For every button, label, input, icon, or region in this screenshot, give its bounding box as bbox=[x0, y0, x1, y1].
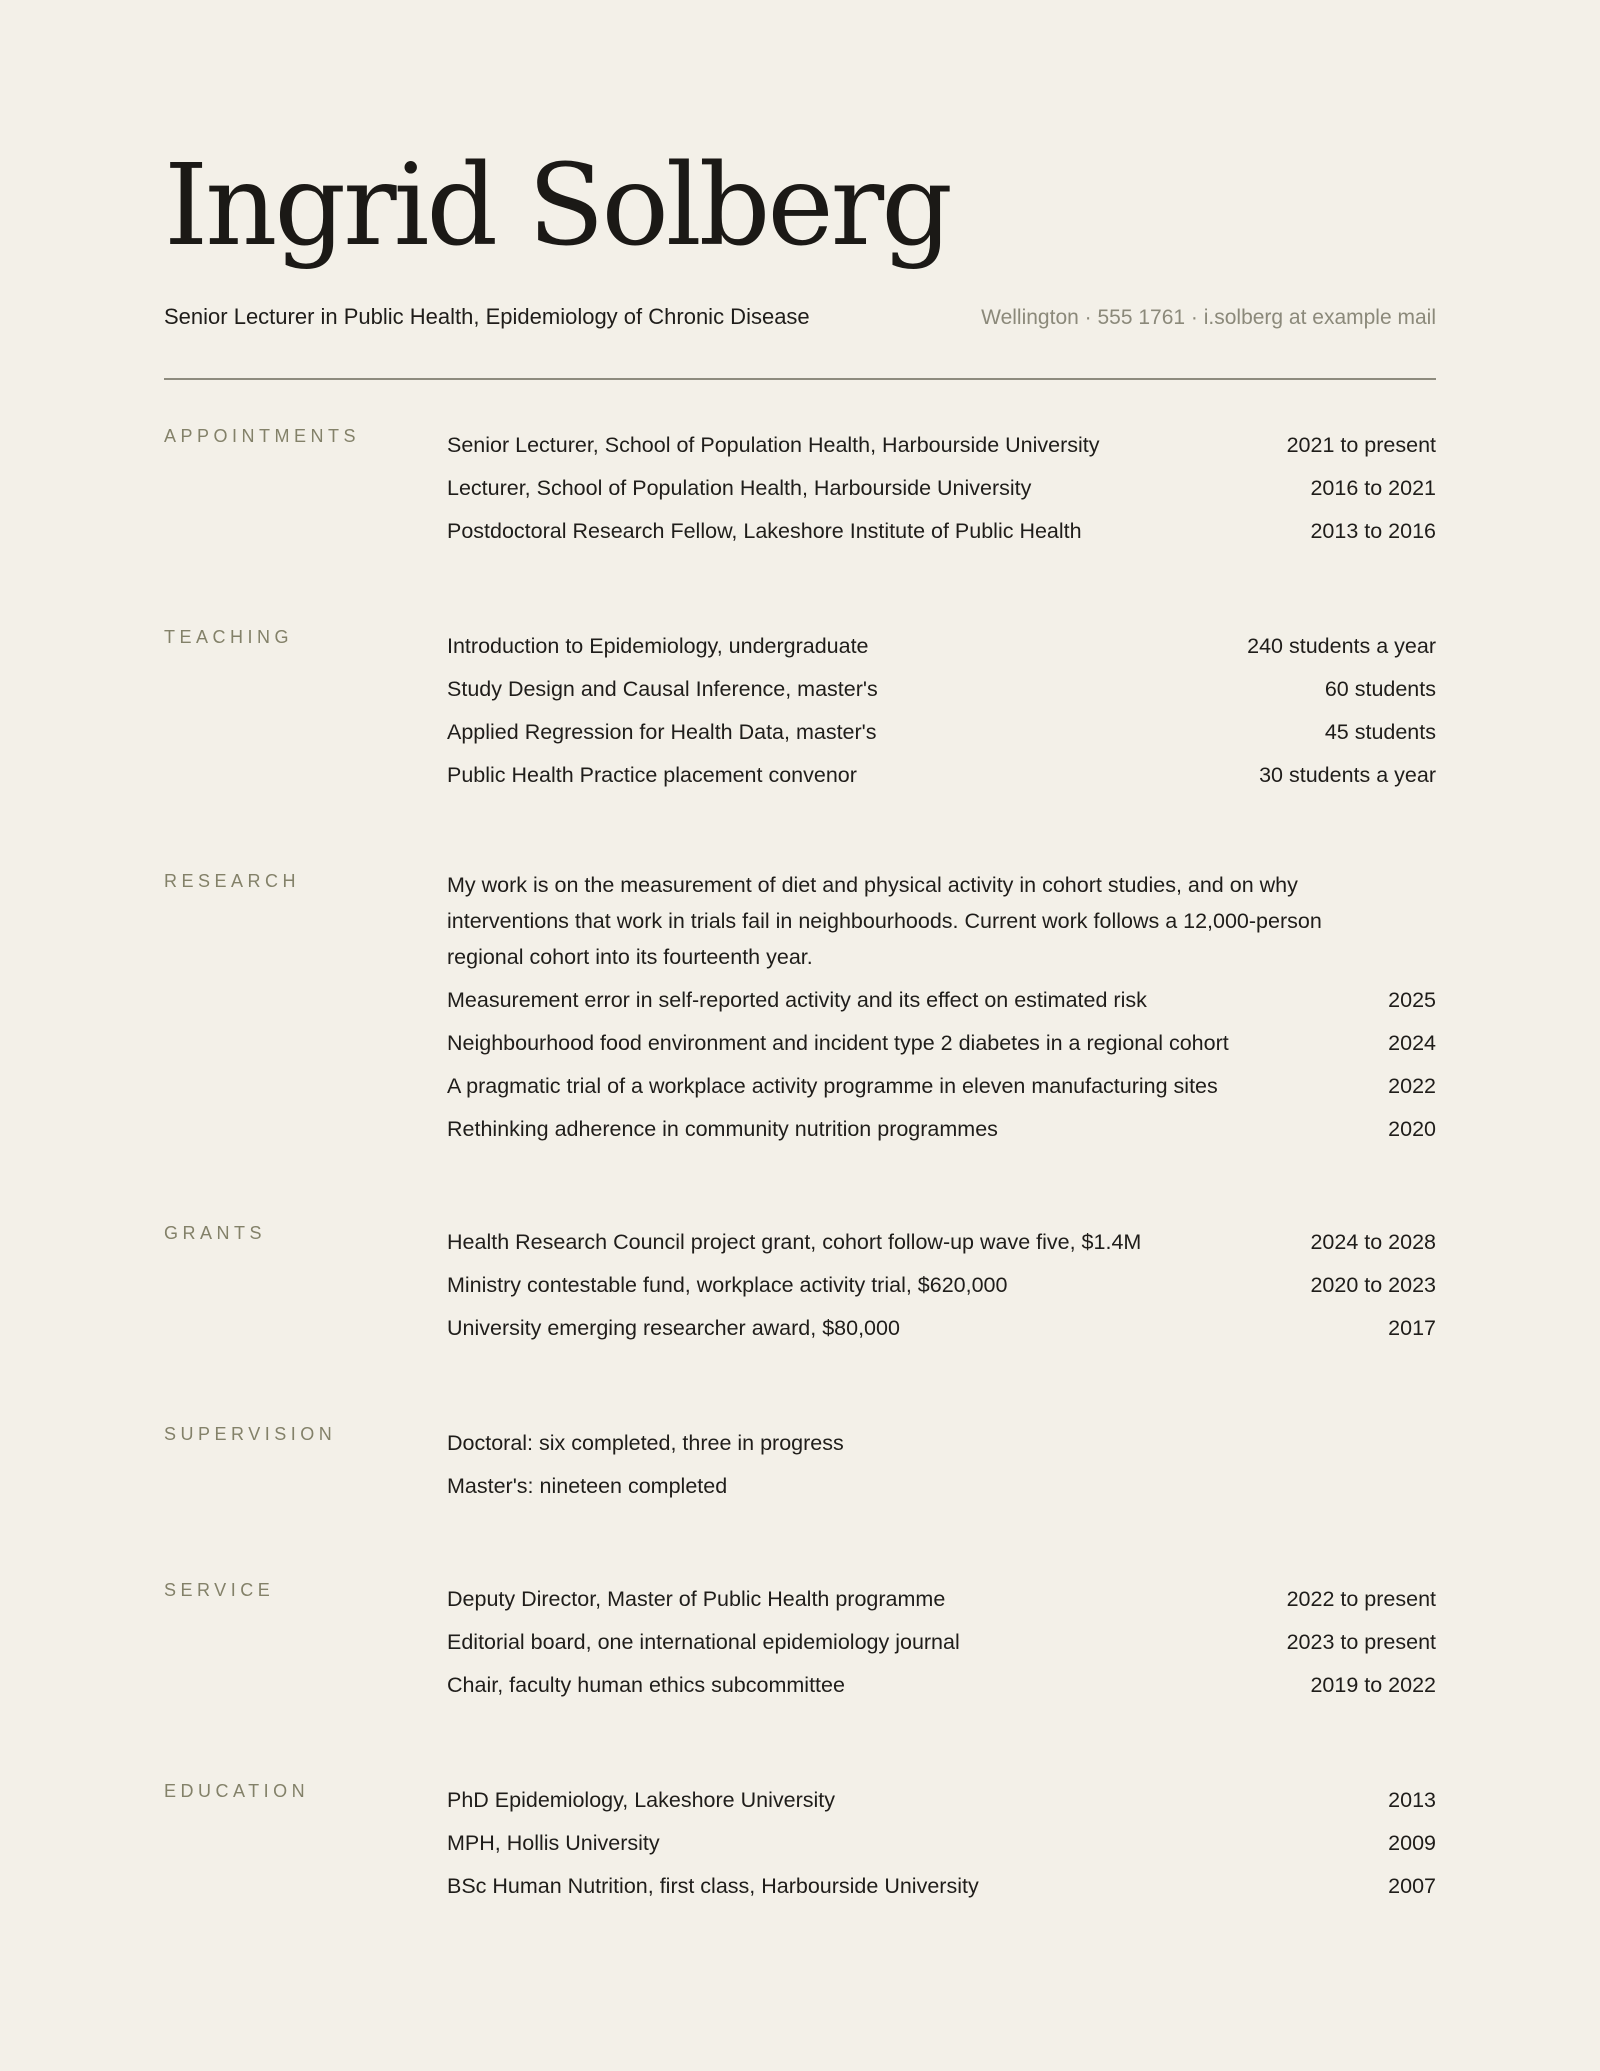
item-text: Editorial board, one international epidemiology journal bbox=[447, 1630, 960, 1654]
item-text: Applied Regression for Health Data, master's bbox=[447, 720, 877, 744]
list-item bbox=[447, 467, 1436, 510]
service-list bbox=[447, 1578, 1436, 1707]
item-date: 2022 to present bbox=[1286, 1587, 1436, 1611]
list-item bbox=[447, 1108, 1436, 1151]
list-item bbox=[447, 1022, 1436, 1065]
item-text: Rethinking adherence in community nutrition programmes bbox=[447, 1117, 998, 1141]
section-label-research: RESEARCH bbox=[164, 871, 301, 891]
teaching-list bbox=[447, 625, 1436, 797]
item-date: 2016 to 2021 bbox=[1310, 476, 1436, 500]
role-title: Senior Lecturer in Public Health, Epidemiology of Chronic Disease bbox=[164, 304, 810, 329]
appointments-list bbox=[447, 424, 1436, 553]
list-item bbox=[447, 1822, 1436, 1865]
item-date: 2013 bbox=[1388, 1788, 1436, 1812]
list-item bbox=[447, 424, 1436, 467]
item-detail: 45 students bbox=[1324, 720, 1436, 744]
item-date: 2020 bbox=[1388, 1117, 1436, 1141]
header-subline bbox=[164, 304, 1436, 330]
list-item bbox=[447, 1664, 1436, 1707]
section-label-supervision: SUPERVISION bbox=[164, 1424, 337, 1444]
item-date: 2020 to 2023 bbox=[1310, 1273, 1436, 1297]
list-item bbox=[447, 979, 1436, 1022]
list-item bbox=[447, 1307, 1436, 1350]
item-date: 2024 to 2028 bbox=[1310, 1230, 1436, 1254]
item-text: Chair, faculty human ethics subcommittee bbox=[447, 1673, 845, 1697]
section-label-teaching: TEACHING bbox=[164, 627, 294, 647]
section-label-service: SERVICE bbox=[164, 1580, 275, 1600]
education-list bbox=[447, 1779, 1436, 1908]
item-text: Health Research Council project grant, cohort follow-up wave five, $1.4M bbox=[447, 1230, 1142, 1254]
item-text: Ministry contestable fund, workplace activity trial, $620,000 bbox=[447, 1273, 1008, 1297]
item-text: University emerging researcher award, $80,000 bbox=[447, 1316, 900, 1340]
section-label-education: EDUCATION bbox=[164, 1781, 310, 1801]
item-text: Study Design and Causal Inference, master's bbox=[447, 677, 878, 701]
supervision-section bbox=[164, 1422, 1436, 1508]
list-item bbox=[447, 668, 1436, 711]
item-text: Introduction to Epidemiology, undergraduate bbox=[447, 634, 869, 658]
appointments-section bbox=[164, 424, 1436, 553]
item-date: 2013 to 2016 bbox=[1310, 519, 1436, 543]
item-date: 2021 to present bbox=[1286, 433, 1436, 457]
item-text: A pragmatic trial of a workplace activity programme in eleven manufacturing sites bbox=[447, 1074, 1218, 1098]
research-list bbox=[447, 869, 1436, 1151]
item-date: 2024 bbox=[1388, 1031, 1436, 1055]
item-text: MPH, Hollis University bbox=[447, 1831, 660, 1855]
item-text: Senior Lecturer, School of Population Health, Harbourside University bbox=[447, 433, 1100, 457]
item-detail: 30 students a year bbox=[1259, 763, 1436, 787]
name-heading: Ingrid Solberg bbox=[164, 141, 950, 271]
research-summary: My work is on the measurement of diet and physical activity in cohort studies, and on why interventions that work in trials fail in neighbourhoods. Current work follows a 12,000-person regional cohort into its fourteenth year. bbox=[447, 873, 1322, 969]
header-divider bbox=[164, 378, 1436, 380]
list-item bbox=[447, 1779, 1436, 1822]
list-item bbox=[447, 754, 1436, 797]
grants-list bbox=[447, 1221, 1436, 1350]
item-text: Lecturer, School of Population Health, Harbourside University bbox=[447, 476, 1032, 500]
item-text: Measurement error in self-reported activity and its effect on estimated risk bbox=[447, 988, 1147, 1012]
section-label-appointments: APPOINTMENTS bbox=[164, 426, 361, 446]
item-text: Postdoctoral Research Fellow, Lakeshore Institute of Public Health bbox=[447, 519, 1082, 543]
item-text: Neighbourhood food environment and incident type 2 diabetes in a regional cohort bbox=[447, 1031, 1229, 1055]
item-text: Public Health Practice placement convenor bbox=[447, 763, 857, 787]
item-date: 2019 to 2022 bbox=[1310, 1673, 1436, 1697]
item-date: 2009 bbox=[1388, 1831, 1436, 1855]
item-date: 2007 bbox=[1388, 1874, 1436, 1898]
item-date: 2022 bbox=[1388, 1074, 1436, 1098]
item-detail: 240 students a year bbox=[1247, 634, 1436, 658]
teaching-section bbox=[164, 625, 1436, 797]
education-section bbox=[164, 1779, 1436, 1908]
grants-section bbox=[164, 1221, 1436, 1350]
list-item bbox=[447, 625, 1436, 668]
list-item bbox=[447, 1465, 1436, 1508]
list-item bbox=[447, 1221, 1436, 1264]
item-date: 2025 bbox=[1388, 988, 1436, 1012]
supervision-list bbox=[447, 1422, 1436, 1508]
contact-info: Wellington · 555 1761 · i.solberg at example mail bbox=[981, 306, 1436, 329]
item-detail: 60 students bbox=[1324, 677, 1436, 701]
item-date: 2017 bbox=[1388, 1316, 1436, 1340]
list-item bbox=[447, 1621, 1436, 1664]
section-label-grants: GRANTS bbox=[164, 1223, 267, 1243]
list-item bbox=[447, 1578, 1436, 1621]
list-item bbox=[447, 711, 1436, 754]
research-section bbox=[164, 869, 1436, 1151]
list-item bbox=[447, 1865, 1436, 1908]
list-item bbox=[447, 1065, 1436, 1108]
list-item bbox=[447, 510, 1436, 553]
item-text: Doctoral: six completed, three in progress bbox=[447, 1431, 844, 1455]
item-date: 2023 to present bbox=[1286, 1630, 1436, 1654]
item-text: PhD Epidemiology, Lakeshore University bbox=[447, 1788, 835, 1812]
list-item bbox=[447, 1264, 1436, 1307]
item-text: Deputy Director, Master of Public Health programme bbox=[447, 1587, 946, 1611]
cv-page bbox=[164, 141, 1436, 1908]
item-text: BSc Human Nutrition, first class, Harbourside University bbox=[447, 1874, 979, 1898]
list-item bbox=[447, 1422, 1436, 1465]
item-text: Master's: nineteen completed bbox=[447, 1474, 728, 1498]
service-section bbox=[164, 1578, 1436, 1707]
